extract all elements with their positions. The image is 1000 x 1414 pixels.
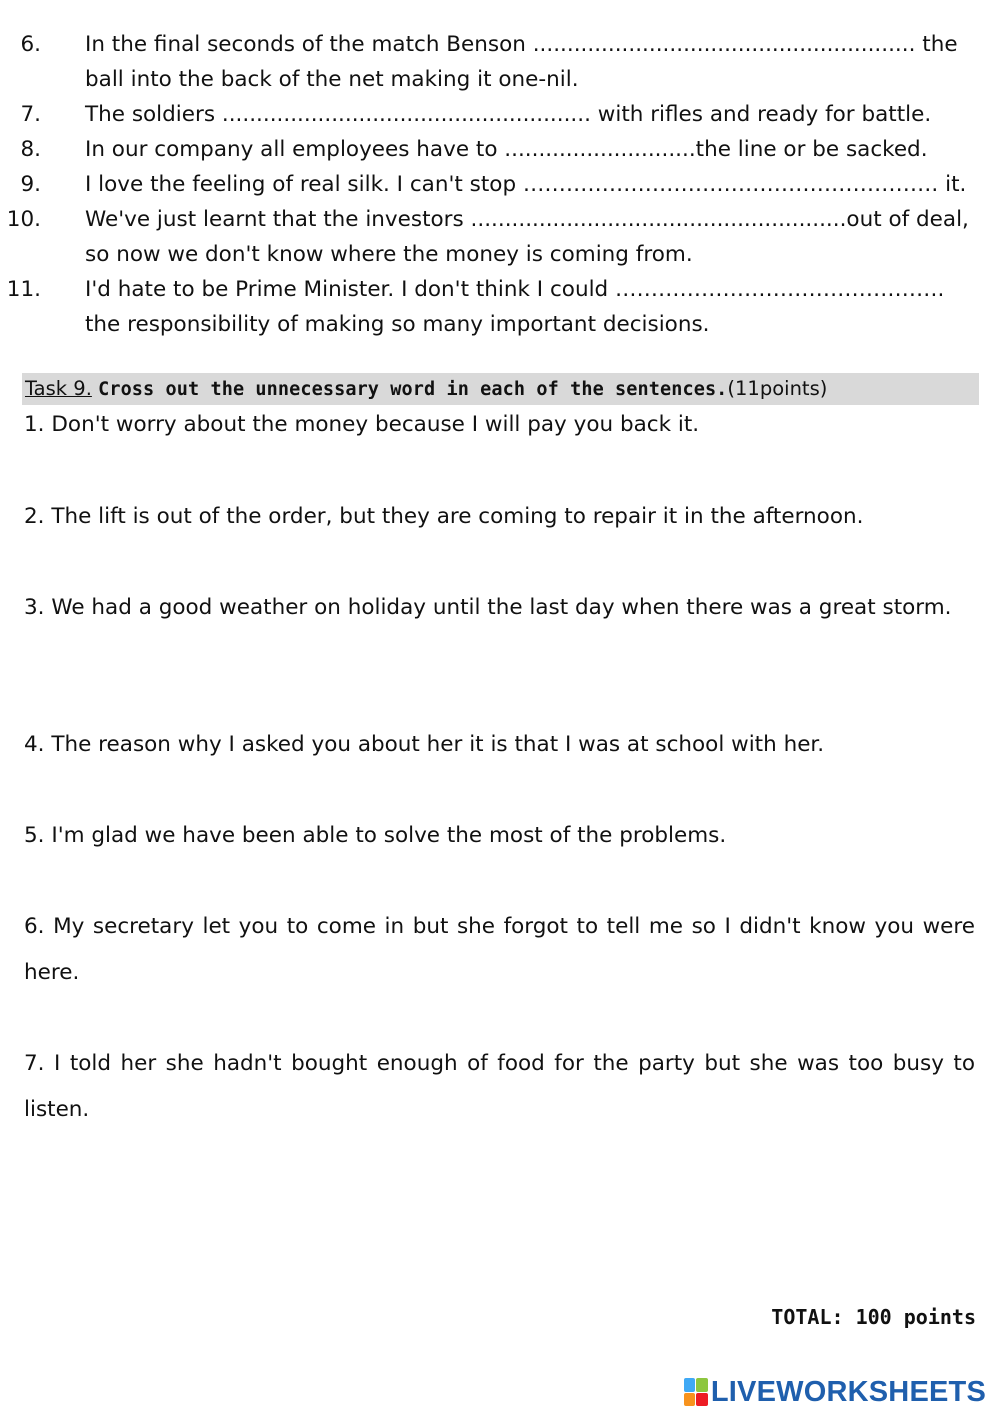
sentence-text: The lift is out of the order, but they are coming to repair it in the afternoon. bbox=[51, 504, 864, 529]
sentence-1 bbox=[24, 402, 975, 448]
list-item bbox=[0, 167, 985, 202]
sentence-3 bbox=[24, 585, 975, 631]
sentence-text: I'm glad we have been able to solve the most of the problems. bbox=[51, 823, 727, 848]
sentence-6 bbox=[24, 904, 975, 996]
list-item bbox=[0, 272, 985, 342]
sentence-number: 3. bbox=[24, 595, 45, 620]
item-text: In the final seconds of the match Benson ........................................................ the ball into the back of the net making it one-nil. bbox=[85, 32, 958, 92]
list-item bbox=[0, 27, 985, 97]
fill-in-list bbox=[0, 27, 1000, 342]
item-number: 9. bbox=[20, 172, 41, 197]
task-9-heading bbox=[22, 373, 979, 405]
sentence-text: I told her she hadn't bought enough of food for the party but she was too busy to listen. bbox=[24, 1051, 975, 1122]
task-instruction: Cross out the unnecessary word in each of the sentences. bbox=[98, 379, 728, 400]
sentence-text: We had a good weather on holiday until the last day when there was a great storm. bbox=[51, 595, 952, 620]
sentence-number: 7. bbox=[24, 1051, 45, 1076]
item-text: I love the feeling of real silk. I can't stop …………………………………………………. it. bbox=[85, 172, 967, 197]
item-number: 8. bbox=[20, 137, 41, 162]
item-number: 11. bbox=[6, 277, 41, 302]
sentence-number: 1. bbox=[24, 412, 45, 437]
sentence-number: 2. bbox=[24, 504, 45, 529]
sentence-text: Don't worry about the money because I will pay you back it. bbox=[51, 412, 700, 437]
brand-name: LIVEWORKSHEETS bbox=[710, 1375, 986, 1408]
sentence-text: The reason why I asked you about her it is that I was at school with her. bbox=[51, 732, 825, 757]
sentence-number: 5. bbox=[24, 823, 45, 848]
list-item bbox=[0, 132, 985, 167]
item-text: We've just learnt that the investors .......................................................out of deal, so now we don't know where the money is coming from. bbox=[85, 207, 969, 267]
list-item bbox=[0, 202, 985, 272]
logo-square bbox=[696, 1393, 708, 1407]
task-label: Task 9. bbox=[25, 377, 92, 400]
item-text: The soldiers ...................................................... with rifles and ready for battle. bbox=[85, 102, 932, 127]
item-text: I'd hate to be Prime Minister. I don't think I could ………………………………………. the responsibility of making so many important decisions. bbox=[85, 277, 945, 337]
sentence-number: 4. bbox=[24, 732, 45, 757]
logo-square bbox=[684, 1378, 696, 1392]
logo-square bbox=[684, 1393, 696, 1407]
total-points: TOTAL: 100 points bbox=[771, 1305, 976, 1329]
logo-square bbox=[696, 1378, 708, 1392]
item-number: 10. bbox=[6, 207, 41, 232]
list-item bbox=[0, 97, 985, 132]
item-number: 7. bbox=[20, 102, 41, 127]
sentence-4 bbox=[24, 722, 975, 768]
task-points: (11points) bbox=[727, 377, 828, 400]
sentence-7 bbox=[24, 1041, 975, 1133]
sentence-2 bbox=[24, 494, 975, 540]
liveworksheets-icon bbox=[684, 1378, 708, 1406]
liveworksheets-logo[interactable] bbox=[684, 1375, 986, 1409]
item-number: 6. bbox=[20, 32, 41, 57]
item-text: In our company all employees have to ............................the line or be sacked. bbox=[85, 137, 928, 162]
sentence-5 bbox=[24, 813, 975, 859]
sentence-number: 6. bbox=[24, 914, 45, 939]
sentence-text: My secretary let you to come in but she forgot to tell me so I didn't know you were here. bbox=[24, 914, 975, 985]
